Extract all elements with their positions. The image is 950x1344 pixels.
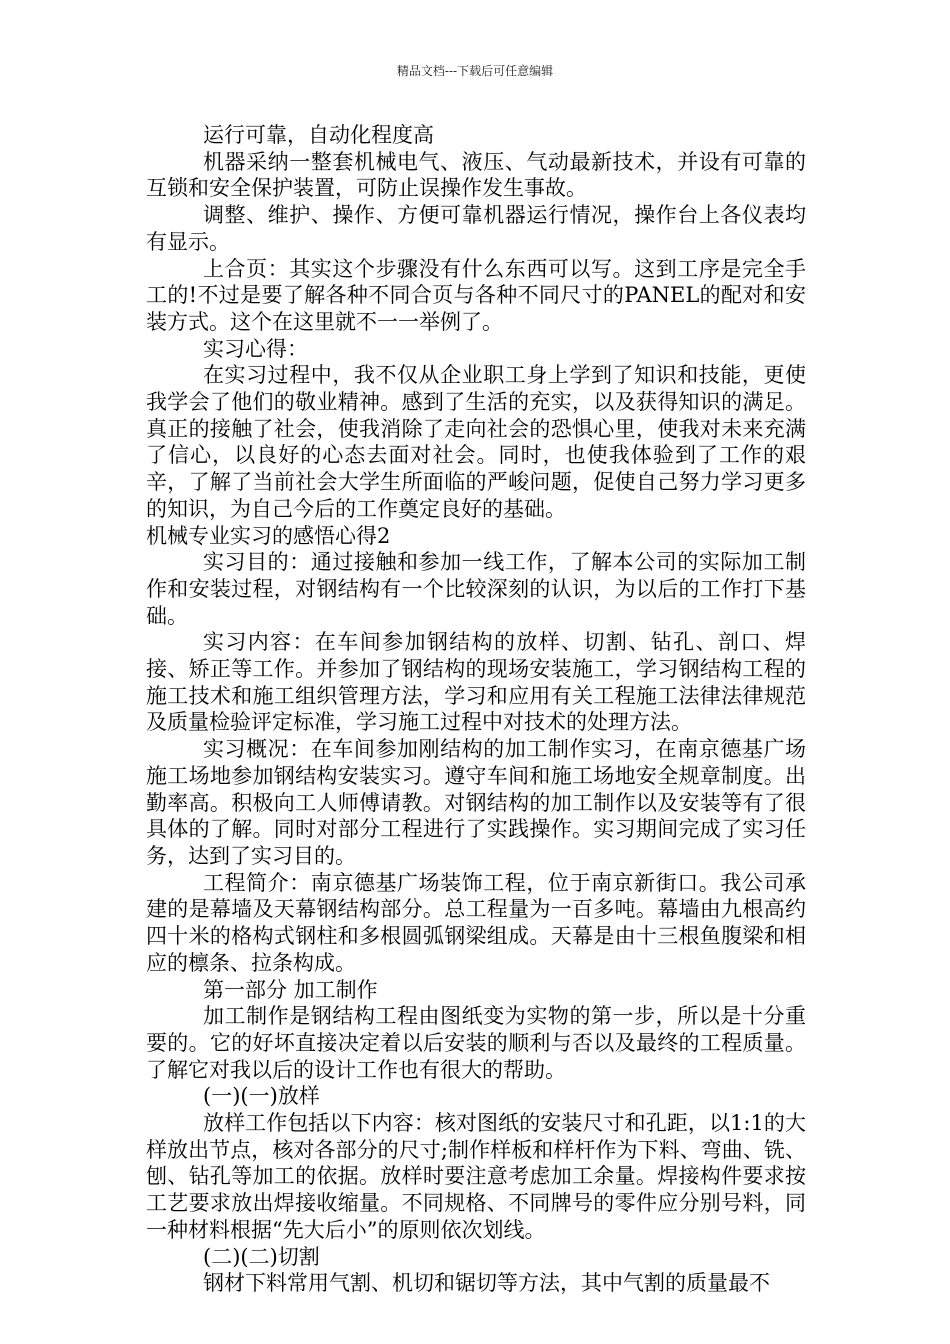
document-title: 机械专业实习的感悟心得2 (146, 523, 391, 548)
paragraph: 放样工作包括以下内容：核对图纸的安装尺寸和孔距，以1:1的大样放出节点，核对各部分的尺寸;制作样板和样杆作为下料、弯曲、铣、刨、钻孔等加工的依据。放样时要注意考虑加工余量。焊接构件要求按工艺要求放出焊接收缩量。不同规格、不同牌号的零件应分别号料，同一种材料根据“先大后小”的原则依次划线。 (146, 1111, 806, 1242)
paragraph: 钢材下料常用气割、机切和锯切等方法，其中气割的质量最不 (203, 1271, 770, 1296)
paragraph: 实习概况：在车间参加刚结构的加工制作实习，在南京德基广场施工场地参加钢结构安装实习。遵守车间和施工场地安全规章制度。出勤率高。积极向工人师傅请教。对钢结构的加工制作以及安装等有了很具体的了解。同时对部分工程进行了实践操作。实习期间完成了实习任务，达到了实习目的。 (146, 737, 806, 868)
paragraph: 机器采纳一整套机械电气、液压、气动最新技术，并设有可靠的互锁和安全保护装置，可防止误操作发生事故。 (146, 149, 806, 201)
page-header: 精品文档---下载后可任意编辑 (396, 64, 554, 78)
section-heading: 第一部分 加工制作 (203, 977, 378, 1002)
paragraph: 实习目的：通过接触和参加一线工作，了解本公司的实际加工制作和安装过程，对钢结构有一个比较深刻的认识，为以后的工作打下基础。 (146, 550, 806, 628)
paragraph: 在实习过程中，我不仅从企业职工身上学到了知识和技能，更使我学会了他们的敬业精神。感到了生活的充实，以及获得知识的满足。真正的接触了社会，使我消除了走向社会的恐惧心里，使我对未来充满了信心，以良好的心态去面对社会。同时，也使我体验到了工作的艰辛，了解了当前社会大学生所面临的严峻问题，促使自己努力学习更多的知识，为自己今后的工作奠定良好的基础。 (146, 363, 806, 521)
paragraph: 加工制作是钢结构工程由图纸变为实物的第一步，所以是十分重要的。它的好坏直接决定着以后安装的顺利与否以及最终的工程质量。了解它对我以后的设计工作也有很大的帮助。 (146, 1004, 806, 1082)
document-body (146, 122, 806, 1297)
paragraph: 调整、维护、操作、方便可靠机器运行情况，操作台上各仪表均有显示。 (146, 203, 806, 254)
paragraph: 上合页：其实这个步骤没有什么东西可以写。这到工序是完全手工的!不过是要了解各种不同合页与各种不同尺寸的PANEL的配对和安装方式。这个在这里就不一一举例了。 (146, 256, 806, 334)
subsection-heading: (一)(一)放样 (203, 1084, 320, 1109)
paragraph: 实习内容：在车间参加钢结构的放样、切割、钻孔、剖口、焊接、矫正等工作。并参加了钢结构的现场安装施工，学习钢结构工程的施工技术和施工组织管理方法，学习和应用有关工程施工法律法律规范及质量检验评定标准，学习施工过程中对技术的处理方法。 (146, 630, 806, 735)
subsection-heading: (二)(二)切割 (203, 1244, 320, 1269)
paragraph: 工程简介：南京德基广场装饰工程，位于南京新街口。我公司承建的是幕墙及天幕钢结构部分。总工程量为一百多吨。幕墙由九根高约四十米的格构式钢柱和多根圆弧钢梁组成。天幕是由十三根鱼腹梁和相应的檩条、拉条构成。 (146, 870, 806, 975)
section-heading: 实习心得： (203, 336, 308, 361)
paragraph: 运行可靠，自动化程度高 (203, 123, 434, 147)
